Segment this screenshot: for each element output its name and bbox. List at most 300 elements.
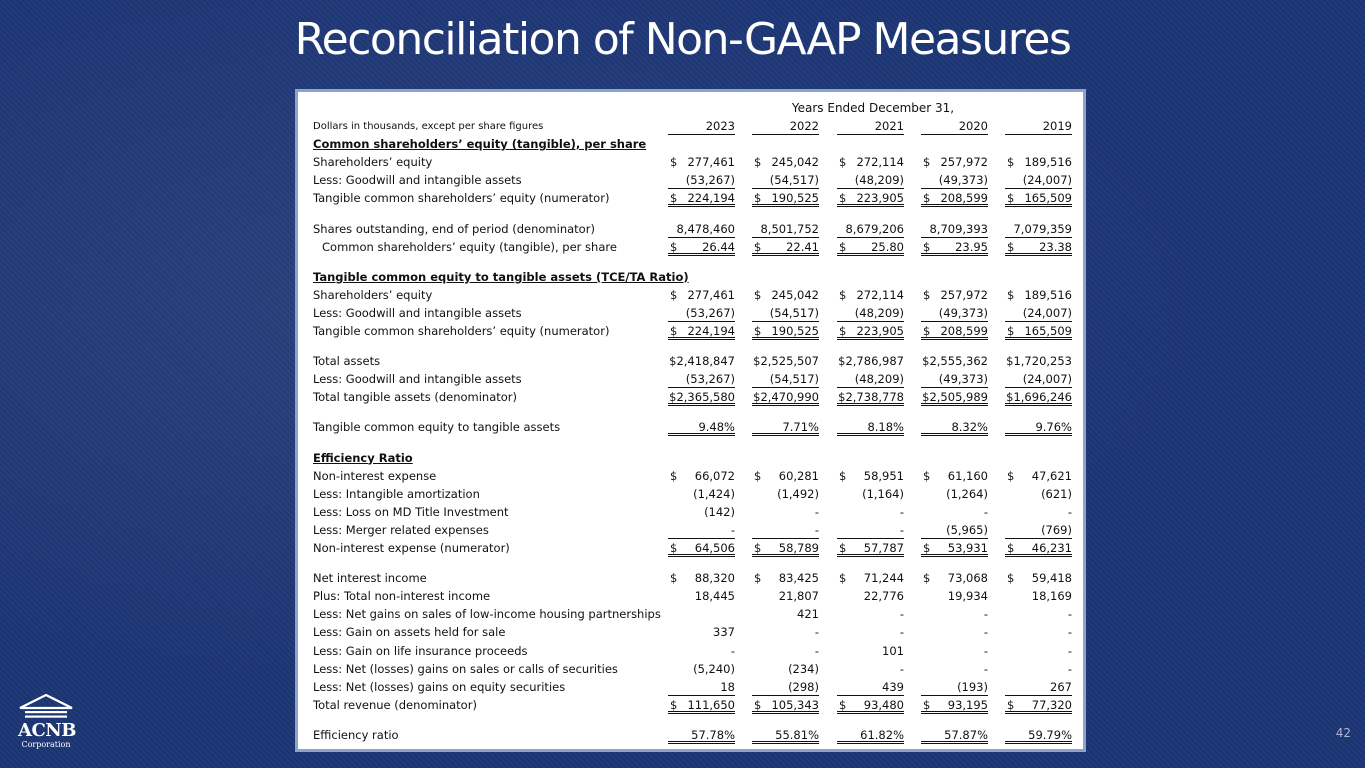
value-cell	[837, 589, 904, 605]
row-label: Total assets	[313, 354, 381, 369]
cell-value: 101	[882, 643, 904, 658]
value-cell	[668, 191, 735, 207]
reconciliation-table-panel	[295, 89, 1086, 752]
value-cell	[1005, 420, 1072, 436]
cell-value: 60,281	[778, 468, 819, 483]
value-cell	[837, 571, 904, 587]
value-cell	[837, 698, 904, 714]
value-cell	[921, 354, 988, 370]
table-row	[298, 469, 1083, 487]
cell-value: 421	[797, 607, 819, 622]
cell-value: (48,209)	[854, 173, 904, 188]
cell-value: 245,042	[771, 287, 819, 302]
cell-value: 23.38	[1039, 239, 1072, 254]
value-cell	[837, 354, 904, 370]
currency-symbol: $	[670, 155, 678, 170]
cell-value: 165,509	[1024, 324, 1072, 338]
value-cell	[752, 662, 819, 678]
cell-value: (54,517)	[769, 173, 819, 188]
currency-symbol: $	[1007, 571, 1015, 586]
value-cell	[752, 487, 819, 503]
cell-value: (24,007)	[1022, 305, 1072, 320]
value-cell	[921, 469, 988, 485]
currency-symbol: $	[754, 287, 762, 302]
cell-value: 245,042	[771, 155, 819, 170]
value-cell	[752, 571, 819, 587]
value-cell	[752, 680, 819, 696]
cell-value: (621)	[1041, 486, 1072, 501]
value-cell	[837, 155, 904, 171]
value-cell	[921, 625, 988, 641]
cell-value: -	[1067, 504, 1072, 519]
cell-value: (1,424)	[693, 486, 735, 501]
cell-value: -	[899, 661, 904, 676]
table-row	[298, 288, 1083, 306]
year-label-2021: 2021	[837, 119, 904, 135]
value-cell	[837, 541, 904, 557]
cell-value: -	[983, 643, 988, 658]
cell-value: -	[983, 607, 988, 622]
currency-symbol: $	[1007, 697, 1015, 712]
cell-value: (24,007)	[1022, 372, 1072, 387]
value-cell	[921, 155, 988, 171]
cell-value: 19,934	[947, 589, 988, 604]
cell-value: (298)	[788, 679, 819, 694]
cell-value: 8.32%	[951, 420, 988, 435]
cell-value: (54,517)	[769, 305, 819, 320]
cell-value: 337	[713, 625, 735, 640]
currency-symbol: $	[923, 541, 931, 555]
cell-value: 7.71%	[782, 420, 819, 435]
cell-value: 8,478,460	[676, 221, 735, 236]
cell-value: 272,114	[856, 287, 904, 302]
row-label: Less: Net gains on sales of low-income housing partnerships	[313, 607, 661, 622]
value-cell	[837, 372, 904, 388]
currency-symbol: $	[1007, 155, 1015, 170]
cell-value: 18	[720, 679, 735, 694]
value-cell	[837, 728, 904, 744]
cell-value: -	[899, 625, 904, 640]
value-cell	[1005, 240, 1072, 256]
row-label: Total revenue (denominator)	[313, 697, 477, 712]
value-cell	[752, 324, 819, 340]
cell-value: 66,072	[694, 468, 735, 483]
row-label: Plus: Total non-interest income	[313, 589, 491, 604]
value-cell	[668, 487, 735, 503]
cell-value: 267	[1050, 679, 1072, 694]
value-cell	[668, 420, 735, 436]
table-row	[298, 589, 1083, 607]
currency-symbol: $	[1007, 191, 1015, 206]
value-cell	[668, 390, 735, 406]
year-label-2020: 2020	[921, 119, 988, 135]
value-cell	[1005, 728, 1072, 744]
value-cell	[921, 698, 988, 714]
value-cell	[1005, 222, 1072, 238]
row-label: Tangible common equity to tangible assets	[313, 420, 561, 435]
cell-value: 272,114	[856, 155, 904, 170]
value-cell	[1005, 541, 1072, 557]
table-row	[298, 662, 1083, 680]
cell-value: 55.81%	[775, 727, 819, 742]
value-cell	[752, 354, 819, 370]
row-label: Shareholders’ equity	[313, 155, 433, 170]
value-cell	[752, 607, 819, 623]
cell-value: (5,240)	[693, 661, 735, 676]
value-cell	[752, 541, 819, 557]
value-cell	[752, 372, 819, 388]
year-label-2022: 2022	[752, 119, 819, 135]
value-cell	[1005, 505, 1072, 521]
cell-value: (54,517)	[769, 372, 819, 387]
value-cell	[668, 607, 735, 623]
row-label: Shares outstanding, end of period (denominator)	[313, 221, 595, 236]
cell-value: 93,195	[947, 697, 988, 712]
cell-value: 439	[882, 679, 904, 694]
currency-symbol: $	[670, 287, 678, 302]
logo-subtitle: Corporation	[21, 740, 71, 749]
value-cell	[1005, 644, 1072, 660]
cell-value: 208,599	[940, 191, 988, 206]
cell-value: (53,267)	[685, 173, 735, 188]
table-row	[298, 505, 1083, 523]
cell-value: 277,461	[687, 287, 735, 302]
value-cell	[921, 589, 988, 605]
cell-value: 9.48%	[698, 420, 735, 435]
value-cell	[921, 644, 988, 660]
value-cell	[837, 288, 904, 304]
value-cell	[837, 324, 904, 340]
cell-value: 47,621	[1031, 468, 1072, 483]
cell-value: 57.78%	[691, 727, 735, 742]
value-cell	[921, 306, 988, 322]
cell-value: 277,461	[687, 155, 735, 170]
logo-wordmark: ACNB	[18, 720, 76, 741]
table-row	[298, 390, 1083, 408]
cell-value: 9.76%	[1035, 420, 1072, 435]
cell-value: 57,787	[863, 541, 904, 555]
currency-symbol: $	[670, 541, 678, 555]
currency-symbol: $	[754, 571, 762, 586]
currency-symbol: $	[839, 239, 847, 254]
cell-value: -	[983, 504, 988, 519]
cell-value: (49,373)	[938, 372, 988, 387]
cell-value: $2,555,362	[922, 354, 988, 369]
value-cell	[837, 222, 904, 238]
cell-value: 93,480	[863, 697, 904, 712]
cell-value: 58,789	[778, 541, 819, 555]
table-row	[298, 644, 1083, 662]
value-cell	[668, 372, 735, 388]
cell-value: 77,320	[1031, 697, 1072, 712]
currency-symbol: $	[1007, 468, 1015, 483]
value-cell	[668, 523, 735, 539]
cell-value: 18,169	[1031, 589, 1072, 604]
value-cell	[668, 354, 735, 370]
value-cell	[837, 240, 904, 256]
currency-symbol: $	[1007, 239, 1015, 254]
value-cell	[837, 607, 904, 623]
value-cell	[668, 571, 735, 587]
currency-symbol: $	[670, 324, 678, 338]
table-row	[298, 571, 1083, 589]
row-label: Less: Loss on MD Title Investment	[313, 504, 509, 519]
value-cell	[1005, 625, 1072, 641]
cell-value: (1,264)	[946, 486, 988, 501]
value-cell	[668, 240, 735, 256]
value-cell	[1005, 155, 1072, 171]
cell-value: -	[1067, 607, 1072, 622]
cell-value: 224,194	[687, 191, 735, 206]
currency-symbol: $	[923, 571, 931, 586]
cell-value: 8,679,206	[845, 221, 904, 236]
value-cell	[752, 469, 819, 485]
currency-symbol: $	[923, 239, 931, 254]
value-cell	[837, 173, 904, 189]
currency-symbol: $	[754, 191, 762, 206]
value-cell	[752, 306, 819, 322]
value-cell	[837, 390, 904, 406]
table-row	[298, 625, 1083, 643]
cell-value: 71,244	[863, 571, 904, 586]
value-cell	[668, 698, 735, 714]
cell-value: 23.95	[955, 239, 988, 254]
cell-value: (142)	[704, 504, 735, 519]
currency-symbol: $	[923, 468, 931, 483]
cell-value: 88,320	[694, 571, 735, 586]
currency-symbol: $	[923, 697, 931, 712]
value-cell	[668, 469, 735, 485]
cell-value: 57.87%	[944, 727, 988, 742]
value-cell	[837, 662, 904, 678]
row-label: Less: Gain on assets held for sale	[313, 625, 506, 640]
row-label: Non-interest expense (numerator)	[313, 541, 510, 555]
cell-value: -	[730, 522, 735, 537]
year-label-2023: 2023	[668, 119, 735, 135]
cell-value: (49,373)	[938, 173, 988, 188]
table-row	[298, 372, 1083, 390]
table-row	[298, 324, 1083, 342]
value-cell	[668, 173, 735, 189]
cell-value: 189,516	[1024, 287, 1072, 302]
value-cell	[921, 240, 988, 256]
slide-title: Reconciliation of Non-GAAP Measures	[294, 14, 1071, 65]
cell-value: 64,506	[694, 541, 735, 555]
row-label: Less: Goodwill and intangible assets	[313, 305, 522, 320]
currency-symbol: $	[1007, 287, 1015, 302]
value-cell	[752, 240, 819, 256]
currency-symbol: $	[1007, 541, 1015, 555]
cell-value: 257,972	[940, 287, 988, 302]
currency-symbol: $	[670, 571, 678, 586]
value-cell	[837, 680, 904, 696]
cell-value: -	[730, 643, 735, 658]
table-row	[298, 541, 1083, 559]
table-row	[298, 420, 1083, 438]
table-row	[298, 680, 1083, 698]
table-row	[298, 728, 1083, 746]
value-cell	[1005, 288, 1072, 304]
value-cell	[1005, 354, 1072, 370]
value-cell	[668, 541, 735, 557]
row-label: Common shareholders’ equity (tangible), per share	[322, 239, 617, 254]
table-row	[298, 451, 1083, 469]
value-cell	[921, 523, 988, 539]
value-cell	[921, 541, 988, 557]
cell-value: 21,807	[778, 589, 819, 604]
currency-symbol: $	[839, 324, 847, 338]
row-label: Less: Net (losses) gains on equity securities	[313, 679, 566, 694]
value-cell	[921, 487, 988, 503]
value-cell	[921, 662, 988, 678]
cell-value: 53,931	[947, 541, 988, 555]
cell-value: $2,505,989	[922, 390, 988, 405]
value-cell	[1005, 680, 1072, 696]
value-cell	[921, 420, 988, 436]
currency-symbol: $	[923, 155, 931, 170]
value-cell	[668, 644, 735, 660]
years-header: Years Ended December 31,	[791, 101, 955, 115]
cell-value: 105,343	[771, 697, 819, 712]
value-cell	[837, 420, 904, 436]
value-cell	[752, 420, 819, 436]
currency-symbol: $	[754, 468, 762, 483]
cell-value: 8.18%	[867, 420, 904, 435]
page-number: 42	[1335, 726, 1351, 740]
cell-value: 224,194	[687, 324, 735, 338]
cell-value: -	[814, 625, 819, 640]
value-cell	[752, 288, 819, 304]
row-label: Shareholders’ equity	[313, 287, 433, 302]
value-cell	[1005, 191, 1072, 207]
value-cell	[1005, 589, 1072, 605]
value-cell	[752, 589, 819, 605]
cell-value: 190,525	[771, 191, 819, 206]
cell-value: 61.82%	[860, 727, 904, 742]
cell-value: -	[1067, 661, 1072, 676]
cell-value: 257,972	[940, 155, 988, 170]
table-row	[298, 222, 1083, 240]
currency-symbol: $	[839, 571, 847, 586]
currency-symbol: $	[670, 697, 678, 712]
cell-value: -	[983, 661, 988, 676]
cell-value: (24,007)	[1022, 173, 1072, 188]
table-row	[298, 523, 1083, 541]
cell-value: 46,231	[1031, 541, 1072, 555]
cell-value: 189,516	[1024, 155, 1072, 170]
currency-symbol: $	[754, 239, 762, 254]
value-cell	[668, 222, 735, 238]
row-label: Less: Goodwill and intangible assets	[313, 372, 522, 387]
cell-value: (48,209)	[854, 372, 904, 387]
cell-value: 8,709,393	[929, 221, 988, 236]
value-cell	[668, 625, 735, 641]
value-cell	[1005, 390, 1072, 406]
cell-value: -	[814, 643, 819, 658]
value-cell	[1005, 571, 1072, 587]
currency-symbol: $	[923, 287, 931, 302]
value-cell	[1005, 698, 1072, 714]
value-cell	[1005, 469, 1072, 485]
cell-value: 208,599	[940, 324, 988, 338]
cell-value: (5,965)	[946, 522, 988, 537]
currency-symbol: $	[839, 541, 847, 555]
value-cell	[921, 571, 988, 587]
value-cell	[837, 505, 904, 521]
value-cell	[1005, 662, 1072, 678]
currency-symbol: $	[754, 324, 762, 338]
table-row	[298, 240, 1083, 258]
table-row	[298, 354, 1083, 372]
value-cell	[668, 306, 735, 322]
value-cell	[921, 173, 988, 189]
value-cell	[837, 523, 904, 539]
cell-value: 58,951	[863, 468, 904, 483]
table-row	[298, 607, 1083, 625]
cell-value: (53,267)	[685, 372, 735, 387]
row-label: Total tangible assets (denominator)	[313, 390, 518, 405]
cell-value: 223,905	[856, 324, 904, 338]
value-cell	[668, 680, 735, 696]
cell-value: -	[899, 607, 904, 622]
year-label-2019: 2019	[1005, 119, 1072, 135]
row-label: Less: Gain on life insurance proceeds	[313, 643, 528, 658]
cell-value: 26.44	[702, 239, 735, 254]
year-header-row	[298, 119, 1083, 137]
cell-value: 73,068	[947, 571, 988, 586]
value-cell	[668, 662, 735, 678]
cell-value: $1,696,246	[1006, 390, 1072, 405]
cell-value: 61,160	[947, 468, 988, 483]
value-cell	[1005, 324, 1072, 340]
row-label: Less: Goodwill and intangible assets	[313, 173, 522, 188]
row-label: Less: Net (losses) gains on sales or calls of securities	[313, 661, 618, 676]
cell-value: 59.79%	[1028, 727, 1072, 742]
value-cell	[921, 372, 988, 388]
cell-value: -	[899, 504, 904, 519]
cell-value: 223,905	[856, 191, 904, 206]
row-label: Less: Merger related expenses	[313, 522, 489, 537]
value-cell	[752, 505, 819, 521]
cell-value: 59,418	[1031, 571, 1072, 586]
cell-value: 83,425	[778, 571, 819, 586]
units-note: Dollars in thousands, except per share figures	[313, 121, 544, 132]
row-label: Non-interest expense	[313, 468, 437, 483]
currency-symbol: $	[754, 155, 762, 170]
currency-symbol: $	[839, 155, 847, 170]
value-cell	[837, 644, 904, 660]
acnb-logo	[18, 694, 74, 754]
currency-symbol: $	[670, 239, 678, 254]
value-cell	[921, 288, 988, 304]
cell-value: 190,525	[771, 324, 819, 338]
cell-value: -	[983, 625, 988, 640]
cell-value: 7,079,359	[1013, 221, 1072, 236]
cell-value: (53,267)	[685, 305, 735, 320]
value-cell	[921, 191, 988, 207]
cell-value: $2,365,580	[669, 390, 735, 405]
table-row	[298, 698, 1083, 716]
value-cell	[668, 324, 735, 340]
value-cell	[752, 155, 819, 171]
cell-value: 25.80	[871, 239, 904, 254]
table-row	[298, 306, 1083, 324]
currency-symbol: $	[839, 468, 847, 483]
section-heading: Common shareholders’ equity (tangible), per share	[313, 137, 647, 152]
currency-symbol: $	[923, 324, 931, 338]
cell-value: (1,492)	[777, 486, 819, 501]
value-cell	[752, 698, 819, 714]
